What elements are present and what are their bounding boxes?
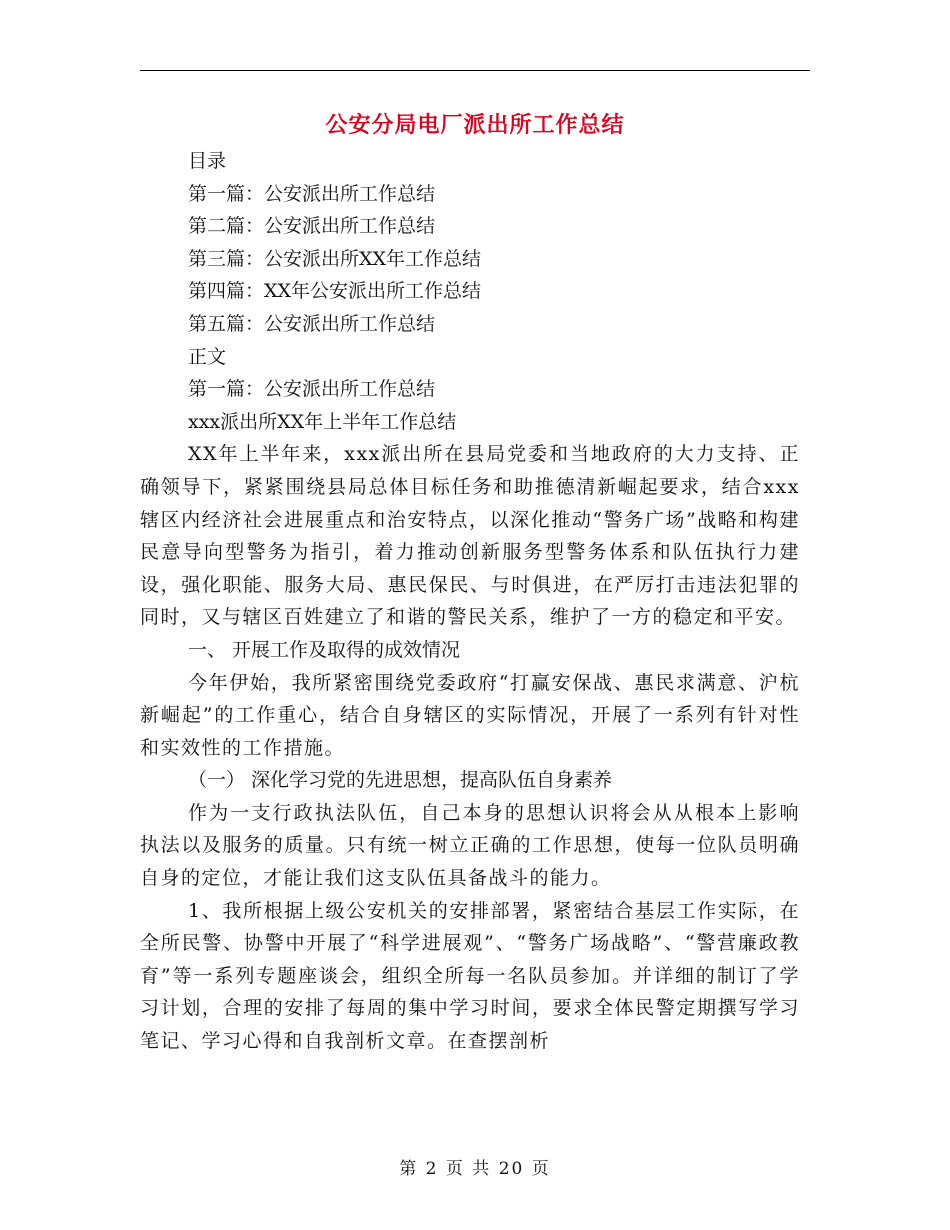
toc-item: 第五篇：公安派出所工作总结 xyxy=(188,312,436,335)
paragraph-item-1: 1、我所根据上级公安机关的安排部署，紧密结合基层工作实际，在全所民警、协警中开展了“科学进展观”、“警务广场战略”、“警营廉政教育”等一系列专题座谈会，组织全所每一名队员参加。并详细的制订了学习计划，合理的安排了每周的集中学习时间，要求全体民警定期撰写学习笔记、学习心得和自我剖析文章。在查摆剖析 xyxy=(140,899,800,1053)
document-title: 公安分局电厂派出所工作总结 xyxy=(325,113,625,138)
paragraph-ideology: 作为一支行政执法队伍，自己本身的思想认识将会从从根本上影响执法以及服务的质量。只有统一树立正确的工作思想，使每一位队员明确自身的定位，才能让我们这支队伍具备战斗的能力。 xyxy=(140,801,800,890)
chapter-title: 第一篇：公安派出所工作总结 xyxy=(188,378,436,401)
header-rule xyxy=(140,70,810,71)
paragraph-intro: XX年上半年来，xxx派出所在县局党委和当地政府的大力支持、正确领导下，紧紧围绕县局总体目标任务和助推德清新崛起要求，结合xxx辖区内经济社会进展重点和治安特点，以深化推动“警务广场”战略和构建民意导向型警务为指引，着力推动创新服务型警务体系和队伍执行力建设，强化职能、服务大局、惠民保民、与时俱进，在严厉打击违法犯罪的同时，又与辖区百姓建立了和谐的警民关系，维护了一方的稳定和平安。 xyxy=(140,443,800,629)
document-body xyxy=(140,145,800,1058)
toc-item: 第四篇：XX年公安派出所工作总结 xyxy=(188,280,482,303)
page-number: 第 2 页 共 20 页 xyxy=(399,1159,551,1179)
paragraph-overview: 今年伊始，我所紧密围绕党委政府“打赢安保战、惠民求满意、沪杭新崛起”的工作重心，结合自身辖区的实际情况，开展了一系列有针对性和实效性的工作措施。 xyxy=(140,671,800,759)
section-heading: 一、 开展工作及取得的成效情况 xyxy=(188,638,461,661)
toc-item: 第二篇：公安派出所工作总结 xyxy=(188,215,436,238)
report-subtitle: xxx派出所XX年上半年工作总结 xyxy=(188,410,457,433)
toc-item: 第三篇：公安派出所XX年工作总结 xyxy=(188,247,482,270)
toc-item: 第一篇：公安派出所工作总结 xyxy=(188,182,436,205)
body-heading: 正文 xyxy=(188,345,227,368)
subsection-heading: （一） 深化学习党的先进思想，提高队伍自身素养 xyxy=(188,769,613,792)
toc-heading: 目录 xyxy=(188,150,227,172)
